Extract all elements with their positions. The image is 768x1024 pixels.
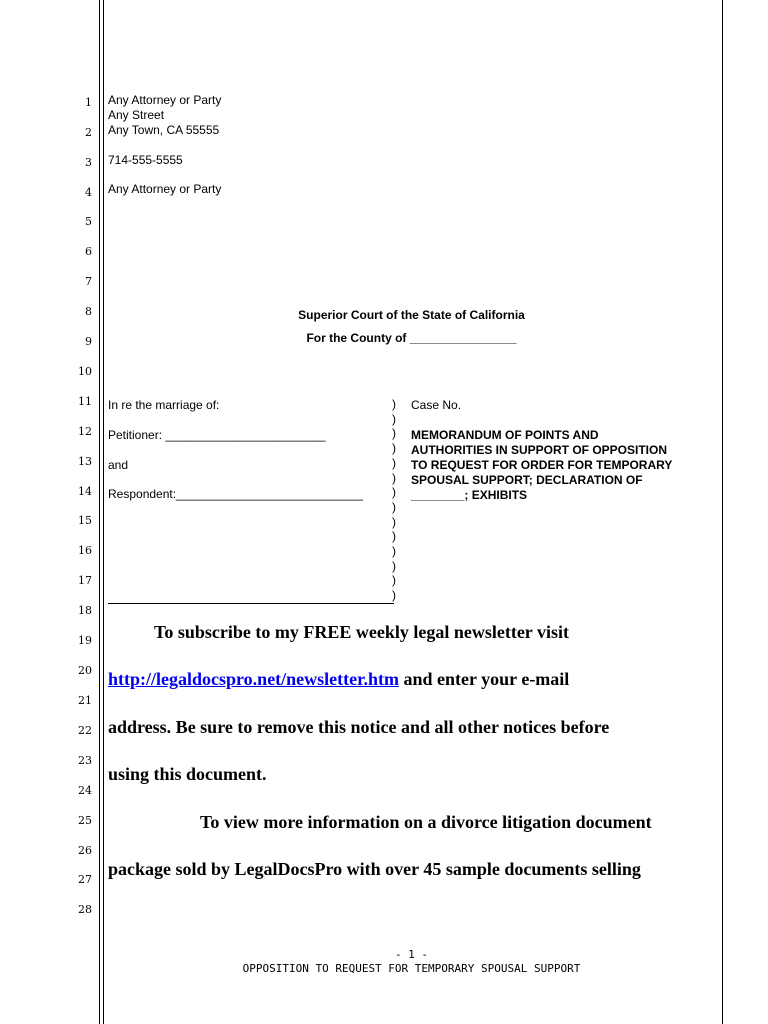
line-number: 12 — [78, 425, 92, 438]
caption-and: and — [108, 458, 129, 472]
line-number: 4 — [85, 186, 92, 199]
caption-paren: ) — [392, 455, 396, 470]
caption-paren: ) — [392, 470, 396, 485]
caption-paren: ) — [392, 588, 396, 603]
line-number: 26 — [78, 844, 92, 857]
newsletter-link[interactable]: http://legaldocspro.net/newsletter.htm — [108, 669, 399, 689]
left-margin-rule-outer — [99, 0, 100, 1024]
court-county: For the County of ________________ — [306, 331, 517, 345]
caption-respondent: Respondent:____________________________ — [108, 487, 363, 501]
line-number: 2 — [85, 126, 92, 139]
document-title-line: AUTHORITIES IN SUPPORT OF OPPOSITION — [411, 443, 668, 457]
caption-paren: ) — [392, 544, 396, 558]
caption-paren: ) — [392, 573, 396, 588]
court-name: Superior Court of the State of California — [298, 308, 525, 322]
line-number: 15 — [78, 514, 92, 527]
notice-text: and enter your e-mail — [398, 669, 570, 689]
attorney-phone: 714-555-5555 — [108, 153, 183, 167]
line-number: 21 — [78, 694, 92, 707]
attorney-for: Any Attorney or Party — [108, 182, 222, 196]
caption-paren: ) — [392, 499, 396, 514]
line-number: 5 — [85, 215, 92, 228]
line-number: 24 — [78, 784, 92, 797]
caption-underline — [108, 603, 394, 604]
document-title-line: ________; EXHIBITS — [411, 488, 528, 502]
line-number: 17 — [78, 574, 92, 587]
caption-paren: ) — [392, 558, 396, 573]
caption-paren: ) — [392, 426, 396, 441]
attorney-street: Any Street — [108, 108, 165, 122]
line-number: 19 — [78, 634, 92, 647]
line-number: 25 — [78, 814, 92, 827]
attorney-name: Any Attorney or Party — [108, 93, 222, 107]
line-number: 1 — [85, 96, 92, 109]
left-margin-rule-inner — [103, 0, 104, 1024]
line-number: 16 — [78, 544, 92, 557]
caption-paren: ) — [392, 397, 396, 411]
line-number: 11 — [78, 395, 92, 408]
notice-line-with-link — [108, 669, 569, 689]
line-number: 9 — [85, 335, 92, 348]
caption-petitioner: Petitioner: ________________________ — [108, 428, 326, 442]
line-number: 20 — [78, 664, 92, 677]
line-number: 14 — [78, 485, 92, 498]
caption-paren: ) — [392, 441, 396, 456]
right-margin-rule — [722, 0, 723, 1024]
line-number: 23 — [78, 754, 92, 767]
notice-line: using this document. — [108, 764, 267, 784]
caption-paren: ) — [392, 485, 396, 500]
line-number: 18 — [78, 604, 92, 617]
line-number: 13 — [78, 455, 92, 468]
attorney-city: Any Town, CA 55555 — [108, 123, 220, 137]
document-title-line: SPOUSAL SUPPORT; DECLARATION OF — [411, 473, 643, 487]
line-number: 7 — [85, 275, 92, 288]
document-title — [411, 428, 672, 503]
caption-paren: ) — [392, 514, 396, 529]
notice-line: To subscribe to my FREE weekly legal newsletter visit — [154, 622, 569, 642]
line-number: 22 — [78, 724, 92, 737]
line-number: 10 — [78, 365, 92, 378]
case-number-label: Case No. — [411, 398, 462, 412]
footer-title: OPPOSITION TO REQUEST FOR TEMPORARY SPOUSAL SUPPORT — [242, 962, 581, 975]
notice-line: package sold by LegalDocsPro with over 45 sample documents selling — [108, 859, 641, 879]
page-number: - 1 - — [394, 948, 429, 961]
document-title-line: MEMORANDUM OF POINTS AND — [411, 428, 599, 442]
caption-in-re: In re the marriage of: — [108, 398, 220, 412]
line-number: 3 — [85, 156, 92, 169]
line-number: 28 — [78, 903, 92, 916]
caption-paren: ) — [392, 529, 396, 544]
line-number: 8 — [85, 305, 92, 318]
line-number: 6 — [85, 245, 92, 258]
notice-line: To view more information on a divorce litigation document — [200, 812, 652, 832]
notice-line: address. Be sure to remove this notice and all other notices before — [108, 717, 610, 737]
line-number: 27 — [78, 873, 92, 886]
caption-paren: ) — [392, 411, 396, 426]
document-title-line: TO REQUEST FOR ORDER FOR TEMPORARY — [411, 458, 673, 472]
